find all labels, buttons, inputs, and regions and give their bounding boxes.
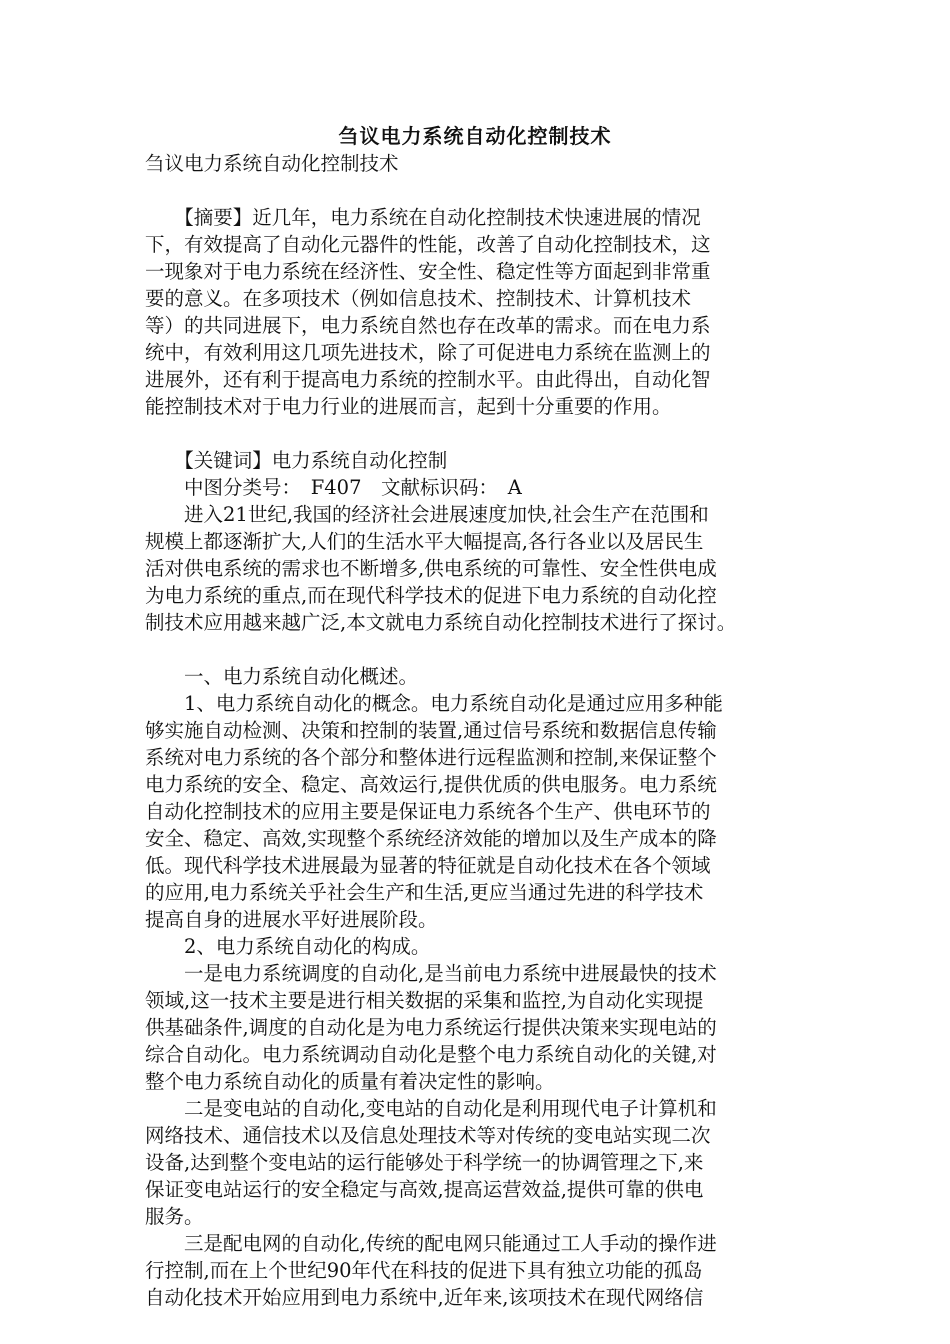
intro-line: 活对供电系统的需求也不断增多,供电系统的可靠性、安全性供电成	[145, 557, 717, 580]
abstract-line: 统中，有效利用这几项先进技术，除了可促进电力系统在监测上的	[145, 341, 711, 364]
abstract-line: 一现象对于电力系统在经济性、安全性、稳定性等方面起到非常重	[145, 260, 711, 283]
document-title: 刍议电力系统自动化控制技术	[338, 124, 612, 148]
intro-line: 制技术应用越来越广泛,本文就电力系统自动化控制技术进行了探讨。	[145, 611, 737, 634]
blank-line	[145, 420, 815, 447]
abstract-paragraph	[145, 204, 815, 420]
concept-line: 够实施自动检测、决策和控制的装置,通过信号系统和数据信息传输	[145, 719, 717, 742]
abstract-line: 进展外，还有利于提高电力系统的控制水平。由此得出，自动化智	[145, 368, 711, 391]
abstract-line: 能控制技术对于电力行业的进展而言，起到十分重要的作用。	[145, 395, 672, 418]
concept-line: 自动化控制技术的应用主要是保证电力系统各个生产、供电环节的	[145, 800, 711, 823]
section-heading: 一、电力系统自动化概述。	[145, 665, 419, 688]
dispatch-paragraph	[145, 960, 815, 1095]
substation-line: 二是变电站的自动化,变电站的自动化是利用现代电子计算机和	[145, 1097, 717, 1120]
distribution-line: 行控制,而在上个世纪90年代在科技的促进下具有独立功能的孤岛	[145, 1259, 703, 1282]
substation-line: 服务。	[145, 1205, 204, 1228]
abstract-line: 等）的共同进展下，电力系统自然也存在改革的需求。而在电力系	[145, 314, 711, 337]
subsection-heading: 2、电力系统自动化的构成。	[145, 935, 431, 958]
abstract-line: 下，有效提高了自动化元器件的性能，改善了自动化控制技术，这	[145, 233, 711, 256]
concept-line: 低。现代科学技术进展最为显著的特征就是自动化技术在各个领域	[145, 854, 711, 877]
intro-paragraph	[145, 501, 815, 636]
concept-line: 的应用,电力系统关乎社会生产和生活,更应当通过先进的科学技术	[145, 881, 704, 904]
dispatch-line: 一是电力系统调度的自动化,是当前电力系统中进展最快的技术	[145, 962, 717, 985]
concept-line: 1、电力系统自动化的概念。电力系统自动化是通过应用多种能	[145, 692, 723, 715]
document-subtitle: 刍议电力系统自动化控制技术	[145, 152, 399, 175]
blank-line	[145, 177, 815, 204]
dispatch-line: 综合自动化。电力系统调动自动化是整个电力系统自动化的关键,对	[145, 1043, 717, 1066]
substation-line: 设备,达到整个变电站的运行能够处于科学统一的协调管理之下,来	[145, 1151, 704, 1174]
keywords-line: 【关键词】电力系统自动化控制	[145, 449, 448, 472]
classification-line: 中图分类号： F407 文献标识码： A	[145, 476, 522, 499]
intro-line: 规模上都逐渐扩大,人们的生活水平大幅提高,各行各业以及居民生	[145, 530, 704, 553]
distribution-line: 三是配电网的自动化,传统的配电网只能通过工人手动的操作进	[145, 1232, 717, 1255]
substation-line: 保证变电站运行的安全稳定与高效,提高运营效益,提供可靠的供电	[145, 1178, 704, 1201]
substation-line: 网络技术、通信技术以及信息处理技术等对传统的变电站实现二次	[145, 1124, 711, 1147]
document-body	[145, 150, 815, 1311]
abstract-line: 【摘要】近几年，电力系统在自动化控制技术快速进展的情况	[145, 206, 701, 229]
concept-line: 安全、稳定、高效,实现整个系统经济效能的增加以及生产成本的降	[145, 827, 717, 850]
abstract-line: 要的意义。在多项技术（例如信息技术、控制技术、计算机技术	[145, 287, 692, 310]
dispatch-line: 整个电力系统自动化的质量有着决定性的影响。	[145, 1070, 555, 1093]
concept-line: 系统对电力系统的各个部分和整体进行远程监测和控制,来保证整个	[145, 746, 717, 769]
intro-line: 进入21世纪,我国的经济社会进展速度加快,社会生产在范围和	[145, 503, 709, 526]
intro-line: 为电力系统的重点,而在现代科学技术的促进下电力系统的自动化控	[145, 584, 717, 607]
dispatch-line: 供基础条件,调度的自动化是为电力系统运行提供决策来实现电站的	[145, 1016, 717, 1039]
concept-paragraph	[145, 690, 815, 933]
dispatch-line: 领域,这一技术主要是进行相关数据的采集和监控,为自动化实现提	[145, 989, 704, 1012]
blank-line	[145, 636, 815, 663]
concept-line: 提高自身的进展水平好进展阶段。	[145, 908, 438, 931]
substation-paragraph	[145, 1095, 815, 1230]
distribution-line: 自动化技术开始应用到电力系统中,近年来,该项技术在现代网络信	[145, 1286, 704, 1309]
distribution-paragraph	[145, 1230, 815, 1311]
concept-line: 电力系统的安全、稳定、高效运行,提供优质的供电服务。电力系统	[145, 773, 717, 796]
